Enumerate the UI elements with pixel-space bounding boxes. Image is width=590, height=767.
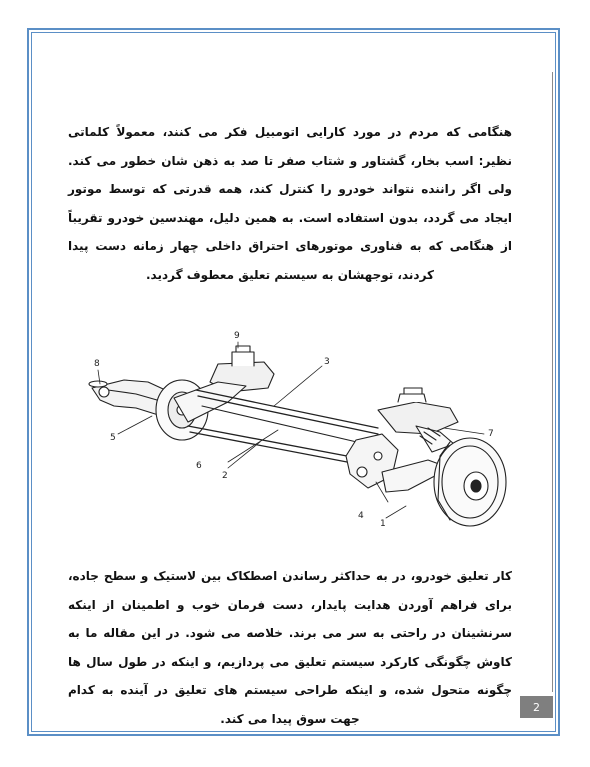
margin-rule [552,72,553,692]
callout-7: 7 [488,429,494,439]
intro-paragraph: هنگامی که مردم در مورد کارایی اتومبیل فکر می کنند، معمولاً کلماتی نظیر: اسب بخار، گشتاور و شتاب صفر تا صد به ذهن شان خطور می کند. ولی اگر راننده نتواند خودرو را کنترل کند، همه قدرتی که توسط موتور ایجاد می گردد، بدون استفاده است. به همین دلیل، مهندسین خودرو تقریباً از هنگامی که به فناوری موتورهای احتراق داخلی چهار زمانه دست پیدا کردند، توجهشان به سیستم تعلیق معطوف گردید. [68,125,512,282]
callout-3: 3 [324,357,330,367]
callout-8: 8 [94,359,100,369]
suspension-diagram [78,322,514,532]
page-number: 2 [533,700,540,714]
callout-2: 2 [222,471,228,481]
body-paragraph: کار تعلیق خودرو، در به حداکثر رساندن اصطکاک بین لاستیک و سطح جاده، برای فراهم آوردن هدایت پایدار، دست فرمان خوب و اطمینان از اینکه سرنشینان در راحتی به سر می برند. خلاصه می شود. در این مقاله ما به کاوش چگونگی کارکرد سیستم تعلیق می پردازیم، و اینکه در طول سال ها چگونه متحول شده، و اینکه طراحی سیستم های تعلیق در آینده به کدام جهت سوق پیدا می کند. [68,569,512,726]
callout-5: 5 [110,433,116,443]
callout-4: 4 [358,511,364,521]
callout-9: 9 [234,331,240,341]
callout-1: 1 [380,519,386,529]
page-number-badge [520,696,553,718]
callout-6: 6 [196,461,202,471]
